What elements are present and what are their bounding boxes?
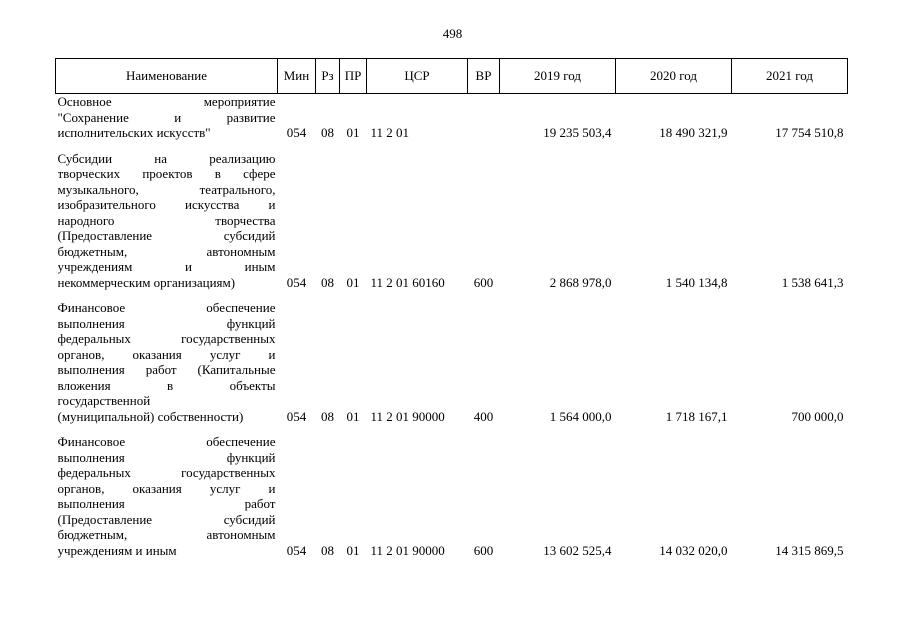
row-name — [56, 434, 278, 558]
row-name-line: учреждениям и иным — [57, 259, 276, 274]
row-spacer — [56, 424, 848, 434]
row-pr: 01 — [346, 542, 360, 558]
header-rz: Рз — [316, 59, 340, 94]
row-name-line: "Сохранение и развитие — [57, 109, 276, 125]
row-spacer-cell — [56, 424, 848, 434]
row-2020: 1 718 167,1 — [665, 408, 728, 424]
row-2019: 19 235 503,4 — [543, 125, 612, 140]
header-name: Наименование — [56, 59, 278, 94]
row-rz: 08 — [321, 542, 334, 558]
row-name-line: федеральных государственных — [57, 465, 276, 480]
row-min: 054 — [286, 274, 307, 290]
row-pr: 01 — [346, 408, 360, 424]
row-csr: 11 2 01 — [370, 125, 410, 140]
row-2019: 1 564 000,0 — [549, 408, 612, 424]
row-2021: 14 315 869,5 — [775, 542, 844, 558]
row-spacer — [56, 290, 848, 300]
row-name-line: исполнительских искусств" — [57, 125, 211, 140]
header-min: Мин — [278, 59, 316, 94]
row-csr: 11 2 01 90000 — [370, 408, 445, 424]
row-name-line: выполнения работ (Капитальные — [57, 362, 276, 377]
row-vr: 400 — [473, 408, 494, 424]
row-name-line: выполнения работ — [57, 496, 276, 511]
row-name-line: бюджетным, автономным — [57, 243, 276, 259]
row-2019: 2 868 978,0 — [549, 274, 612, 290]
row-min: 054 — [286, 125, 307, 140]
row-csr: 11 2 01 60160 — [370, 274, 445, 290]
row-name-line: выполнения функций — [57, 449, 276, 465]
row-name-line: изобразительного искусства и — [57, 197, 276, 212]
row-name-line: народного творчества — [57, 212, 276, 228]
row-name-line: (Предоставление субсидий — [57, 511, 276, 527]
row-name-line: некоммерческим организациям) — [57, 274, 236, 290]
row-name-line: органов, оказания услуг и — [57, 346, 276, 362]
row-rz: 08 — [321, 125, 334, 140]
row-name-line: (Предоставление субсидий — [57, 228, 276, 243]
row-name-line: бюджетным, автономным — [57, 527, 276, 542]
row-name-line: Финансовое обеспечение — [57, 434, 276, 449]
header-2019: 2019 год — [500, 59, 616, 94]
row-2020: 14 032 020,0 — [659, 542, 728, 558]
row-2021: 1 538 641,3 — [781, 274, 844, 290]
row-rz: 08 — [321, 274, 334, 290]
row-name-line: Финансовое обеспечение — [57, 300, 276, 315]
row-2021: 700 000,0 — [791, 408, 844, 424]
row-csr: 11 2 01 90000 — [370, 542, 445, 558]
row-spacer — [56, 141, 848, 151]
header-2021: 2021 год — [732, 59, 848, 94]
row-spacer-cell — [56, 141, 848, 151]
row-name-line: выполнения функций — [57, 315, 276, 331]
row-vr — [468, 94, 500, 141]
row-2020: 18 490 321,9 — [659, 125, 728, 140]
row-name-line: государственной — [57, 393, 151, 408]
header-2020: 2020 год — [616, 59, 732, 94]
table-header — [56, 59, 848, 94]
row-name-line: Субсидии на реализацию — [57, 150, 276, 166]
budget-table — [55, 58, 848, 558]
table-row — [56, 151, 848, 291]
row-name-line: (муниципальной) собственности) — [57, 408, 244, 424]
row-rz: 08 — [321, 408, 334, 424]
row-min: 054 — [286, 542, 307, 558]
row-pr: 01 — [346, 125, 360, 140]
table-row — [56, 434, 848, 558]
row-2020: 1 540 134,8 — [665, 274, 728, 290]
header-csr: ЦСР — [367, 59, 468, 94]
table-body — [56, 94, 848, 559]
row-vr: 600 — [473, 274, 494, 290]
row-name-line: вложения в объекты — [57, 377, 276, 393]
row-name-line: Основное мероприятие — [57, 94, 276, 109]
header-pr: ПР — [340, 59, 367, 94]
row-name — [56, 94, 278, 141]
row-name-line: федеральных государственных — [57, 331, 276, 346]
row-name-line: музыкального, театрального, — [57, 181, 276, 197]
page-number: 498 — [442, 26, 463, 41]
row-pr: 01 — [346, 274, 360, 290]
row-name — [56, 151, 278, 291]
row-name-line: учреждениям и иным — [57, 542, 177, 558]
table-row — [56, 300, 848, 424]
row-vr: 600 — [473, 542, 494, 558]
row-name — [56, 300, 278, 424]
row-spacer-cell — [56, 290, 848, 300]
row-min: 054 — [286, 408, 307, 424]
row-2019: 13 602 525,4 — [543, 542, 612, 558]
row-name-line: творческих проектов в сфере — [57, 166, 276, 181]
row-2021: 17 754 510,8 — [775, 125, 844, 140]
row-name-line: органов, оказания услуг и — [57, 480, 276, 496]
header-vr: ВР — [468, 59, 500, 94]
table-row — [56, 94, 848, 141]
